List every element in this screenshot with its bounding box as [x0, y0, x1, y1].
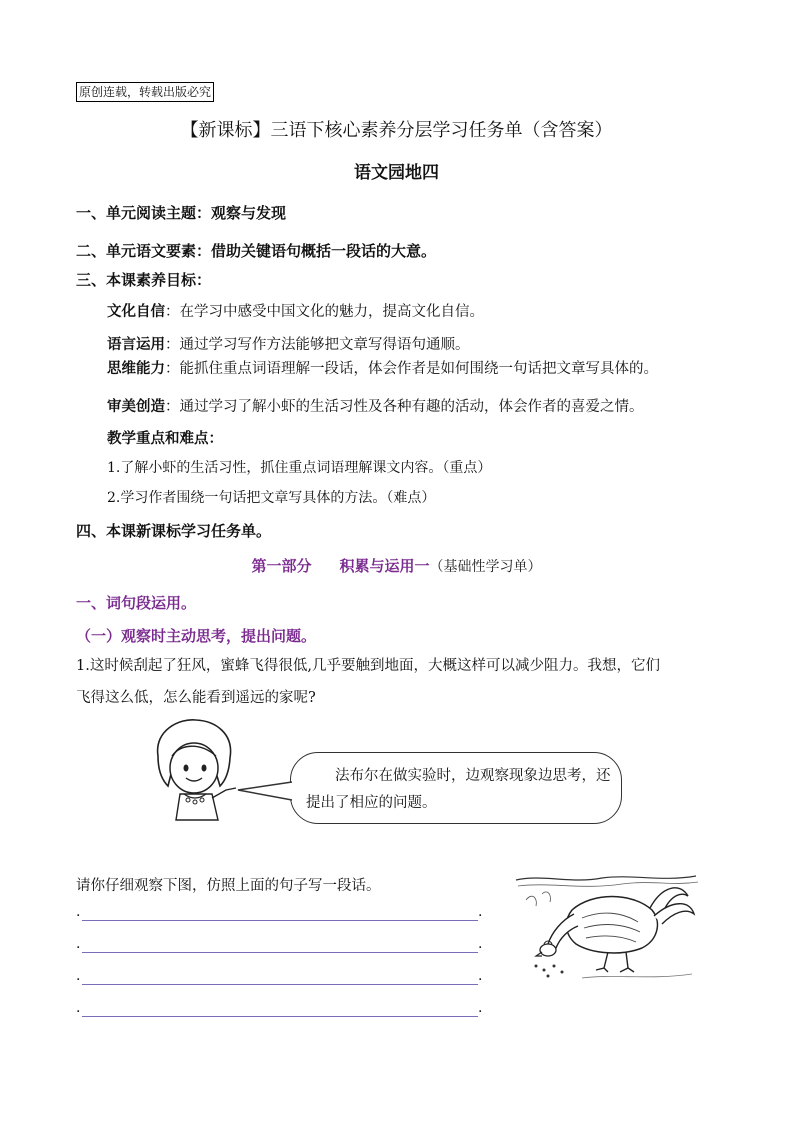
- section-value: 借助关键语句概括一段话的大意。: [211, 242, 437, 260]
- line-dot: .: [478, 968, 483, 984]
- goal-language: [107, 333, 470, 354]
- focus-item-1: 1.了解小虾的生活习性，抓住重点词语理解课文内容。（重点）: [107, 460, 492, 476]
- goal-thinking: [107, 357, 658, 378]
- writing-line-1[interactable]: [82, 920, 478, 921]
- section-reading-theme: [76, 202, 286, 223]
- focus-item-2: 2.学习作者围绕一句话把文章写具体的方法。（难点）: [107, 490, 436, 506]
- section-label: 二、单元语文要素：: [76, 242, 212, 260]
- goal-text: ：能抓住重点词语理解一段话，体会作者是如何围绕一句话把文章写具体的。: [165, 361, 658, 377]
- goal-label: 文化自信: [107, 304, 165, 320]
- line-dot: .: [76, 936, 81, 952]
- part-title: 积累与运用一: [339, 557, 430, 575]
- copyright-stamp: 原创连载，转载出版必究: [76, 82, 214, 102]
- section-language-element: [76, 240, 436, 261]
- focus-heading: 教学重点和难点：: [107, 431, 223, 447]
- question-line-2: 飞得这么低，怎么能看到遥远的家呢?: [76, 690, 316, 706]
- subsection-heading: 一、词句段运用。: [76, 594, 197, 612]
- goal-label: 审美创造: [107, 399, 165, 415]
- writing-instruction: 请你仔细观察下图，仿照上面的句子写一段话。: [76, 878, 381, 894]
- subsection-task-heading: （一）观察时主动思考，提出问题。: [76, 627, 317, 645]
- section-label: 一、单元阅读主题：: [76, 204, 212, 222]
- writing-line-2[interactable]: [82, 952, 478, 953]
- speech-bubble-tail: [236, 780, 294, 804]
- goal-label: 思维能力: [107, 361, 165, 377]
- line-dot: .: [76, 968, 81, 984]
- question-line-1: 1.这时候刮起了狂风，蜜蜂飞得很低,几乎要触到地面，大概这样可以减少阻力。我想，它们: [76, 658, 660, 674]
- writing-line-4[interactable]: [82, 1016, 478, 1017]
- goal-culture: [107, 300, 484, 321]
- part-number: 第一部分: [251, 557, 312, 575]
- section-goals-heading: 三、本课素养目标：: [76, 271, 212, 289]
- part-type: （基础性学习单）: [429, 559, 542, 575]
- goal-text: ：通过学习写作方法能够把文章写得语句通顺。: [165, 337, 470, 353]
- line-dot: .: [478, 936, 483, 952]
- goal-text: ：通过学习了解小虾的生活习性及各种有趣的活动，体会作者的喜爱之情。: [165, 399, 644, 415]
- goal-label: 语言运用: [107, 337, 165, 353]
- writing-line-3[interactable]: [82, 984, 478, 985]
- section-value: 观察与发现: [211, 204, 287, 222]
- part-heading: [0, 555, 793, 576]
- line-dot: .: [76, 1000, 81, 1016]
- girl-illustration: [150, 716, 240, 826]
- rooster-hen-illustration: [512, 870, 708, 988]
- line-dot: .: [478, 904, 483, 920]
- line-dot: .: [478, 1000, 483, 1016]
- speech-bubble-text: 法布尔在做实验时，边观察现象边思考，还提出了相应的问题。: [306, 768, 611, 811]
- goal-aesthetic: [107, 395, 644, 416]
- document-title: 【新课标】三语下核心素养分层学习任务单（含答案）: [180, 120, 613, 141]
- section-task-heading: 四、本课新课标学习任务单。: [76, 522, 272, 540]
- line-dot: .: [76, 904, 81, 920]
- document-subtitle: 语文园地四: [354, 163, 439, 183]
- goal-text: ：在学习中感受中国文化的魅力，提高文化自信。: [165, 304, 484, 320]
